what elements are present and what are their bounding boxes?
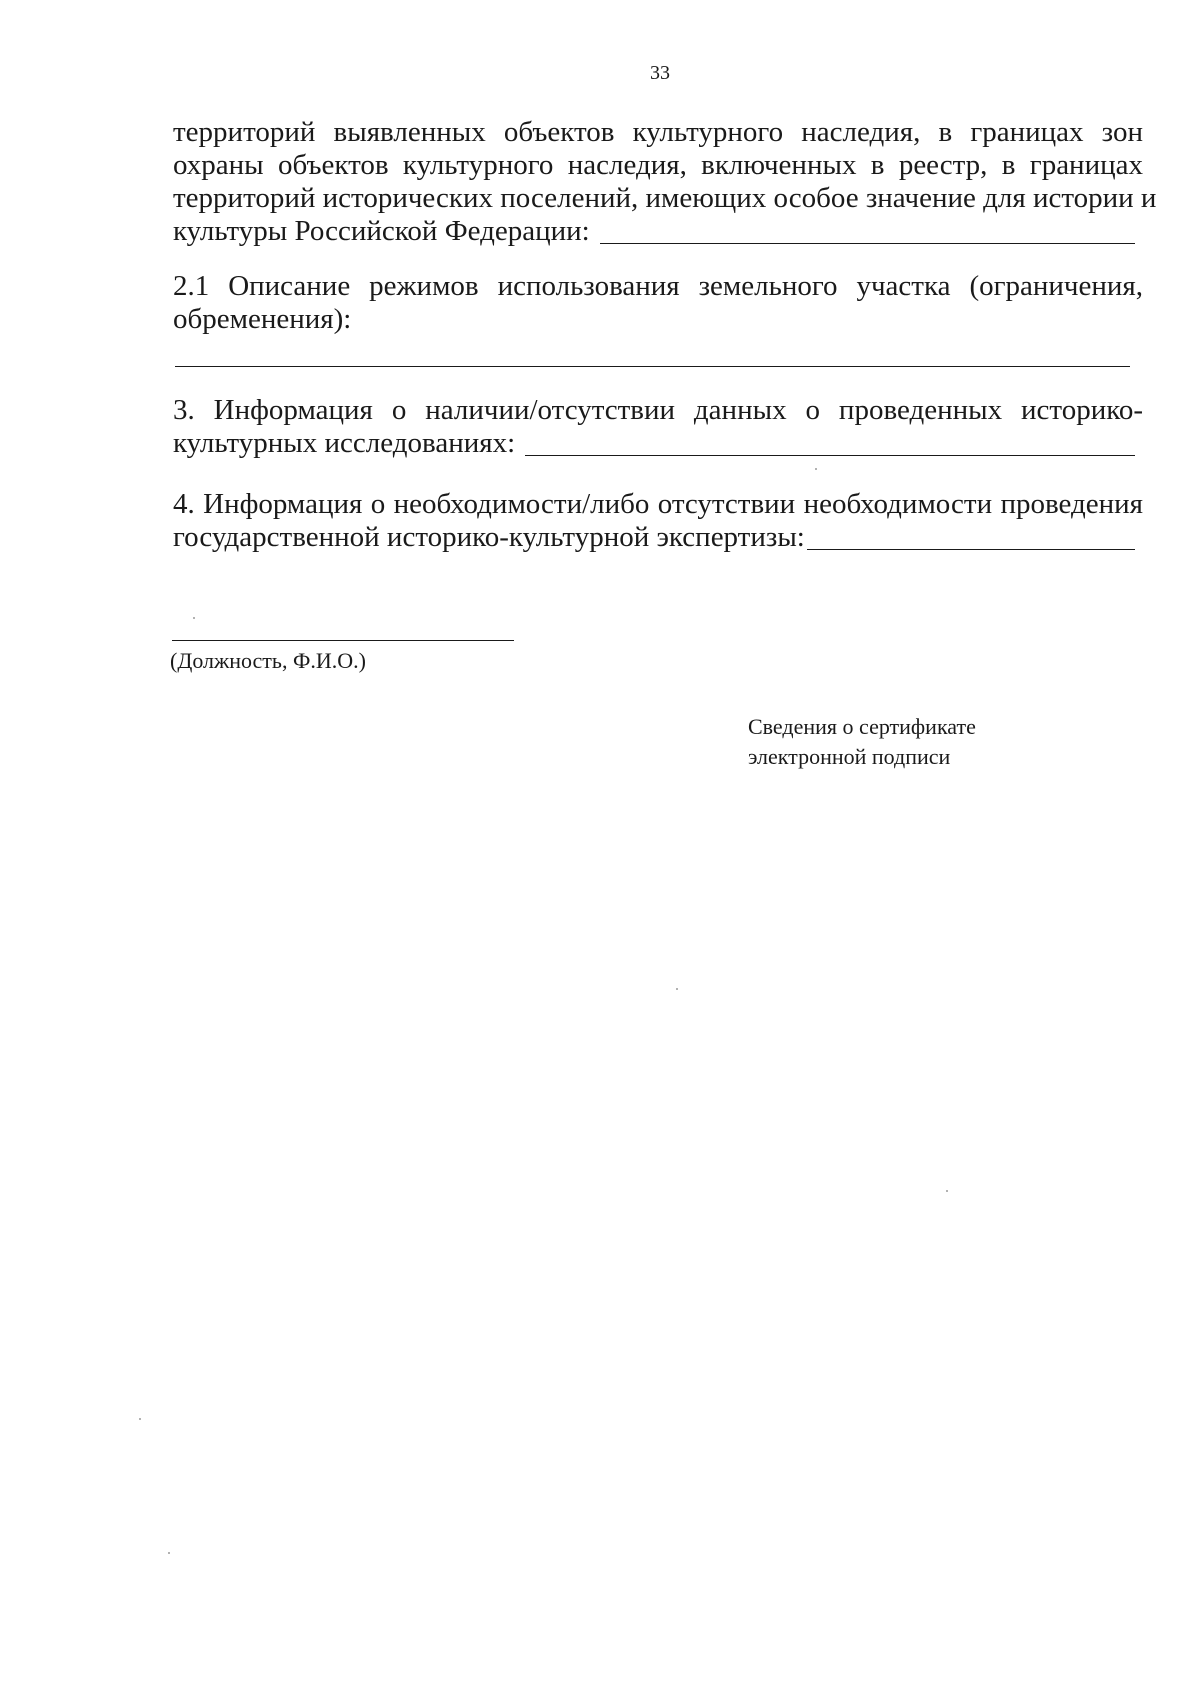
para4-line2 [173,521,1143,554]
certificate-info [748,712,976,772]
paragraph-land-use-regimes [173,270,1143,336]
para3-line2 [173,427,1143,460]
scan-speck [815,468,817,470]
para2-line2: обременения): [173,303,352,335]
fill-in-line [525,454,1135,456]
signature-line [172,640,514,641]
para4-line2-text: государственной историко-культурной экспертизы: [173,521,805,553]
para1-line1: территорий выявленных объектов культурного наследия, в границах зон [173,116,1143,148]
para1-line4-text: культуры Российской Федерации: [173,215,590,247]
para1-line2: охраны объектов культурного наследия, включенных в реестр, в границах [173,149,1143,181]
fill-in-line [600,242,1135,244]
scan-speck [676,988,678,990]
para1-line4 [173,215,1143,248]
scan-speck [193,617,195,619]
para3-line2-text: культурных исследованиях: [173,427,516,459]
para3-line1: 3. Информация о наличии/отсутствии данных о проведенных историко- [173,394,1143,426]
fill-in-line [807,548,1135,550]
paragraph-expertise-necessity [173,488,1143,554]
para2-line1: 2.1 Описание режимов использования земельного участка (ограничения, [173,270,1143,302]
signature-caption: (Должность, Ф.И.О.) [170,648,366,673]
scan-speck [139,1418,141,1420]
scan-speck [168,1552,170,1554]
scan-speck [946,1190,948,1192]
page-number: 33 [650,62,670,84]
paragraph-historical-cultural-research [173,394,1143,460]
certificate-line1: Сведения о сертификате [748,714,976,739]
certificate-line2: электронной подписи [748,744,951,769]
fill-in-line [175,366,1130,367]
para4-line1: 4. Информация о необходимости/либо отсутствии необходимости проведения [173,488,1143,520]
paragraph-heritage-territories [173,116,1157,248]
para1-line3: территорий исторических поселений, имеющих особое значение для истории и [173,182,1157,214]
